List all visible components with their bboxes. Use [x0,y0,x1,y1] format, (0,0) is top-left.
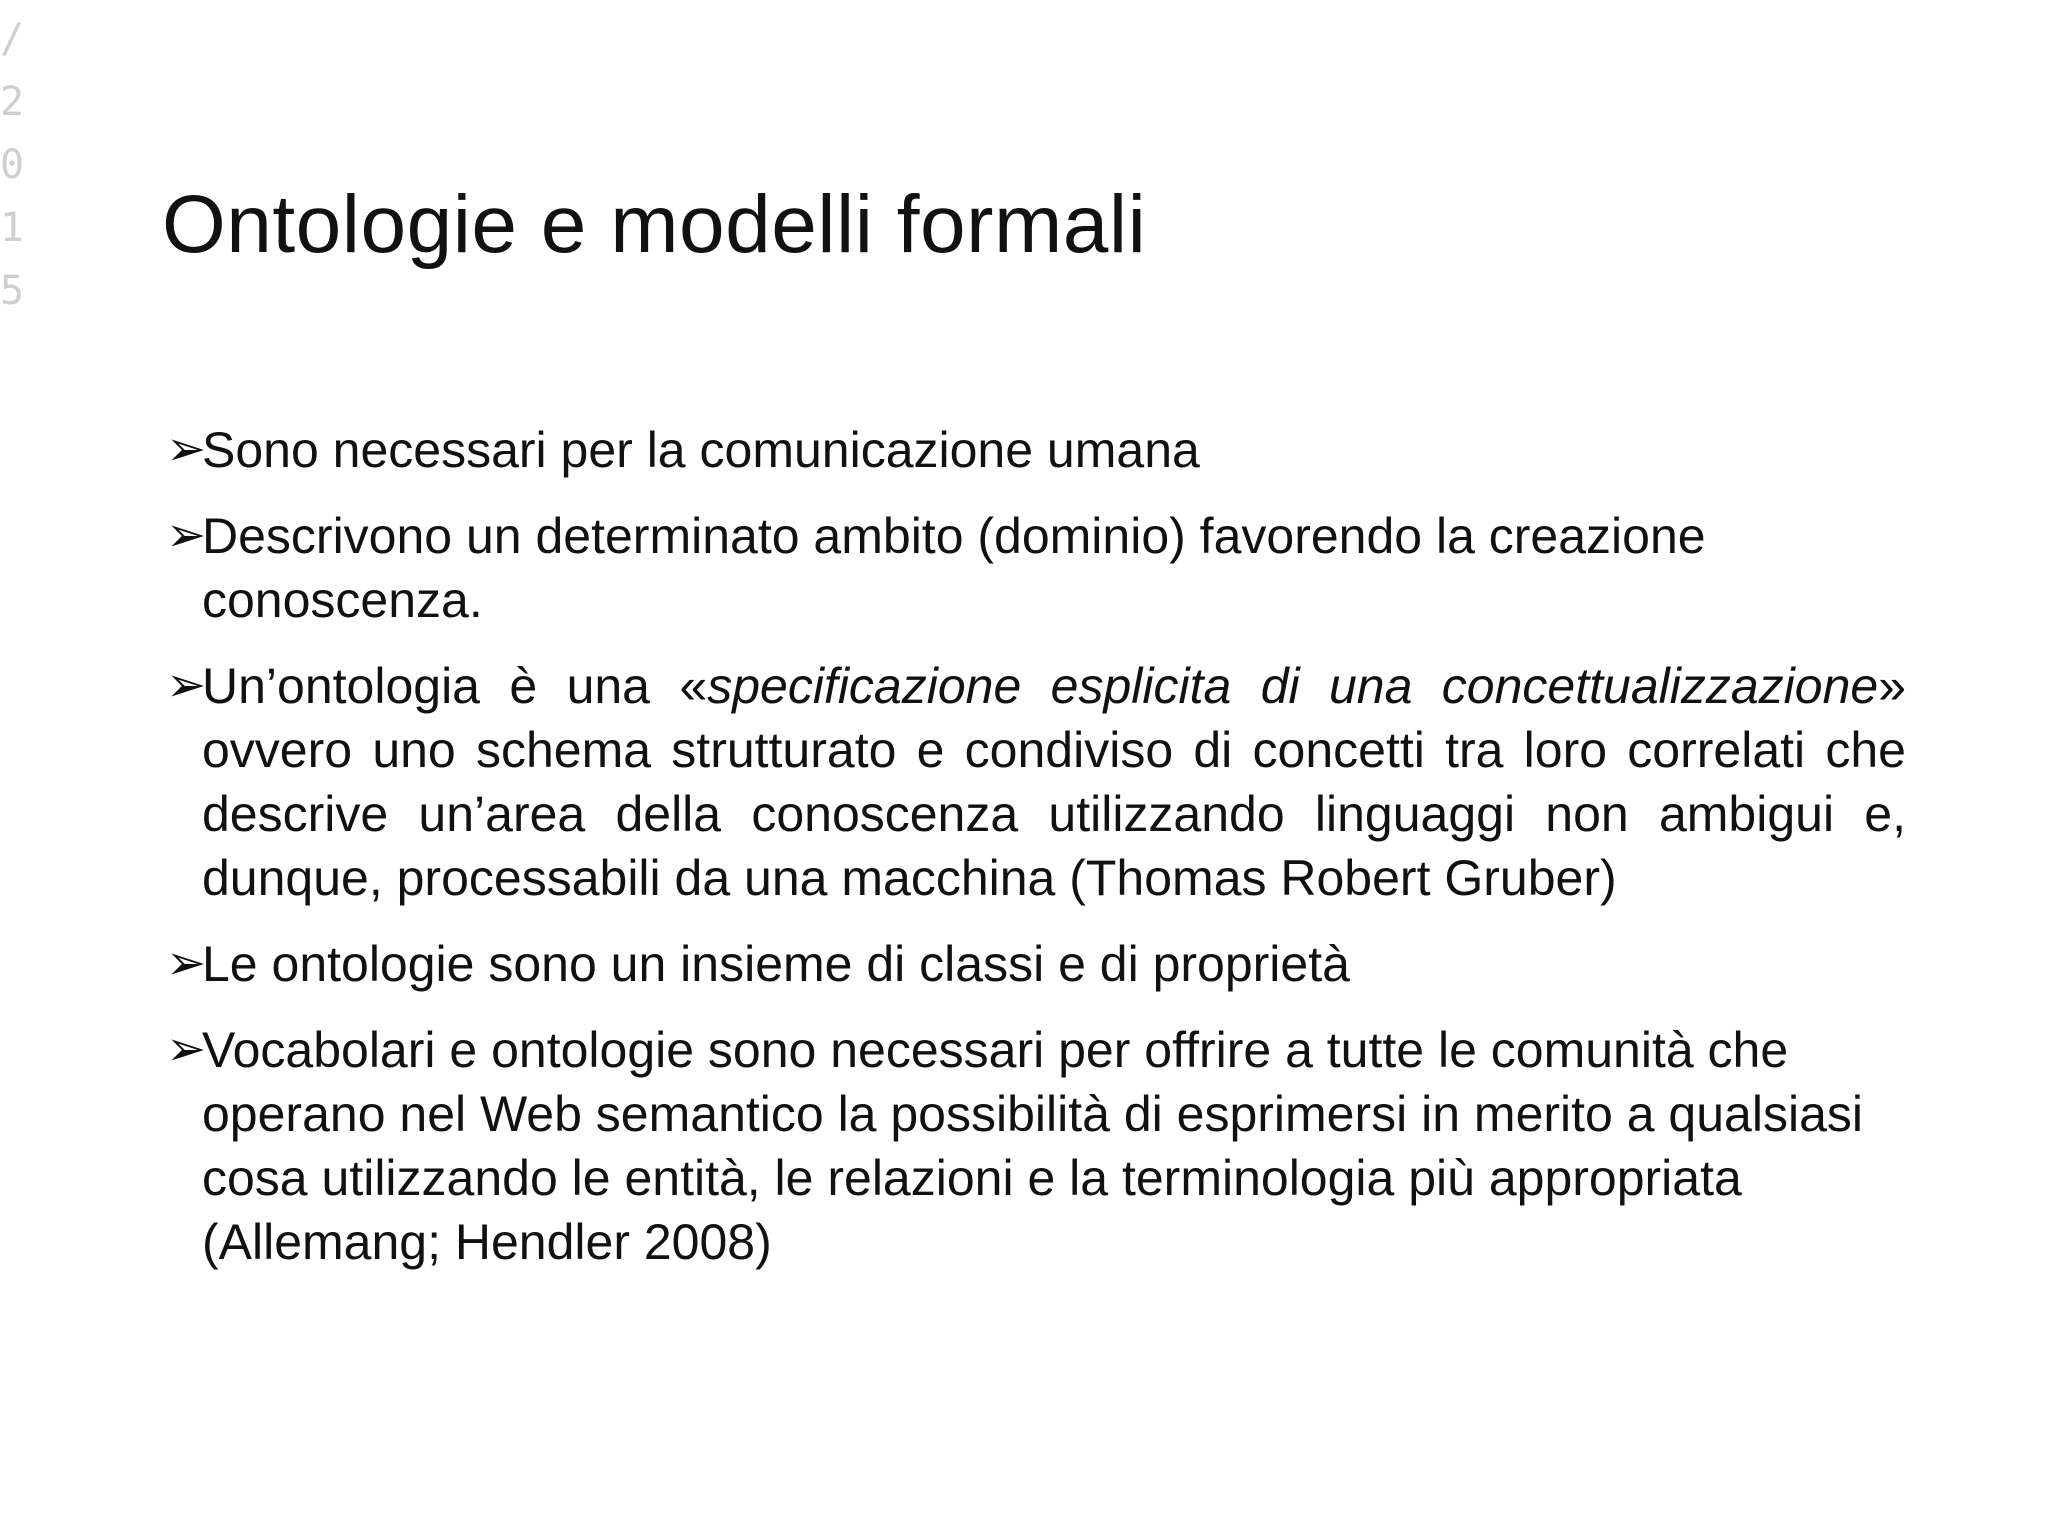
bullet-item [166,504,1906,632]
bullet-text: Sono necessari per la comunicazione umana [202,422,1200,478]
bullet-item [166,418,1906,482]
bullet-item [166,1018,1906,1274]
arrow-bullet-icon: ➢ [166,509,207,562]
arrow-bullet-icon: ➢ [166,659,207,712]
bullet-item [166,932,1906,996]
bullet-item [166,654,1906,910]
arrow-bullet-icon: ➢ [166,1023,207,1076]
date-strip-char: 0 [0,142,25,188]
slide-title: Ontologie e modelli formali [162,179,1147,270]
arrow-bullet-icon: ➢ [166,423,207,476]
date-strip-char: / [0,16,25,62]
date-strip [0,8,30,323]
date-strip-char: 1 [0,205,25,251]
date-strip-char: 2 [0,79,25,125]
bullet-text [202,654,1906,910]
slide-content [166,418,1906,1296]
date-strip-char: 5 [0,268,25,314]
bullet-text: Le ontologie sono un insieme di classi e di proprietà [202,936,1350,992]
bullet-text-prefix: Un’ontologia è una « [202,658,708,714]
bullet-text-italic: specificazione esplicita di una concettualizzazione [707,658,1879,714]
bullet-text: Descrivono un determinato ambito (dominio) favorendo la creazione conoscenza. [202,508,1706,628]
arrow-bullet-icon: ➢ [166,937,207,990]
bullet-text: Vocabolari e ontologie sono necessari per offrire a tutte le comunità che operano nel Web semantico la possibilità di esprimersi in merito a qualsiasi cosa utilizzando le entità, le relazioni e la terminologia più appropriata (Allemang; Hendler 2008) [202,1022,1863,1270]
bullet-text-suffix: » ovvero uno schema strutturato e condiviso di concetti tra loro correlati che descrive un’area della conoscenza utilizzando linguaggi non ambigui e, dunque, processabili da una macchina (Thomas Robert Gruber) [202,658,1906,906]
